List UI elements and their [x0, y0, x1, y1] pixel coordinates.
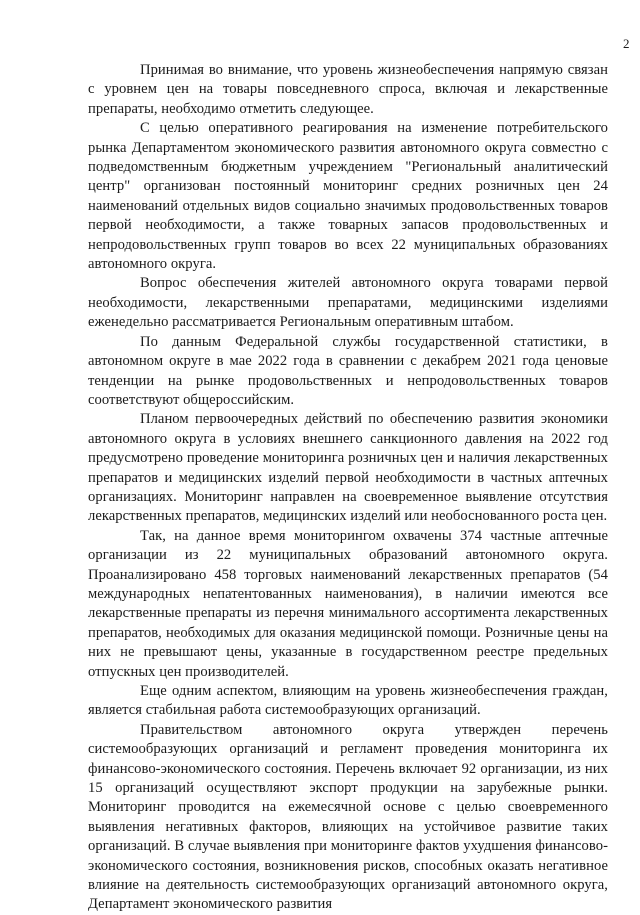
page-number: 2: [623, 36, 630, 51]
paragraph-intro: Принимая во внимание, что уровень жизнеобеспечения напрямую связан с уровнем цен на товары повседневного спроса, включая и лекарственные препараты, необходимо отметить следующее.: [88, 62, 608, 117]
paragraph-pharmacies: Так, на данное время мониторингом охвачены 374 частные аптечные организации из 22 муниципальных образований автономного округа. Проанализировано 458 торговых наименований лекарственных препаратов (54 международных непатентованных наименования), в наличии имеются все лекарственные препараты из перечня минимального ассортимента лекарственных препаратов, необходимых для оказания медицинской помощи. Розничные цены на них не превышают цены, указанные в государственном реестре предельных отпускных цен производителей.: [88, 527, 608, 680]
paragraph-action-plan: Планом первоочередных действий по обеспечению развития экономики автономного округа в условиях внешнего санкционного давления на 2022 год предусмотрено проведение мониторинга розничных цен и наличия лекарственных препаратов и медицинских изделий первой необходимости в частных аптечных организациях. Мониторинг направлен на своевременное выявление отсутствия лекарственных препаратов, медицинских изделий или необоснованного роста цен.: [88, 411, 608, 525]
paragraph-government-list: Правительством автономного округа утвержден перечень системообразующих организаций и регламент проведения мониторинга их финансово-экономического состояния. Перечень включает 92 организации, из них 15 организаций осуществляют экспорт продукции на зарубежные рынки. Мониторинг проводится на ежемесячной основе с целью своевременного выявления негативных факторов, влияющих на устойчивое развитие таких организаций. В случае выявления при мониторинге фактов ухудшения финансово-экономического состояния, возникновения рисков, способных оказать негативное влияние на деятельность системообразующих организаций автономного округа, Департамент экономического развития: [88, 721, 608, 913]
paragraph-statistics: По данным Федеральной службы государственной статистики, в автономном округе в мае 2022 года в сравнении с декабрем 2021 года ценовые тенденции на рынке продовольственных и непродовольственных товаров соответствуют общероссийским.: [88, 333, 608, 408]
document-body: [88, 61, 608, 915]
paragraph-operational-hq: Вопрос обеспечения жителей автономного округа товарами первой необходимости, лекарственными препаратами, медицинскими изделиями еженедельно рассматривается Региональным оперативным штабом.: [88, 275, 608, 331]
paragraph-monitoring: С целью оперативного реагирования на изменение потребительского рынка Департаментом экономического развития автономного округа совместно с подведомственным бюджетным учреждением "Региональный аналитический центр" организован постоянный мониторинг средних розничных цен 24 наименований отдельных видов социально значимых продовольственных товаров первой необходимости, а также товарных запасов продовольственных и непродовольственных групп товаров во всех 22 муниципальных образованиях автономного округа.: [88, 120, 608, 273]
paragraph-system-organizations: Еще одним аспектом, влияющим на уровень жизнеобеспечения граждан, является стабильная работа системообразующих организаций.: [88, 683, 608, 719]
